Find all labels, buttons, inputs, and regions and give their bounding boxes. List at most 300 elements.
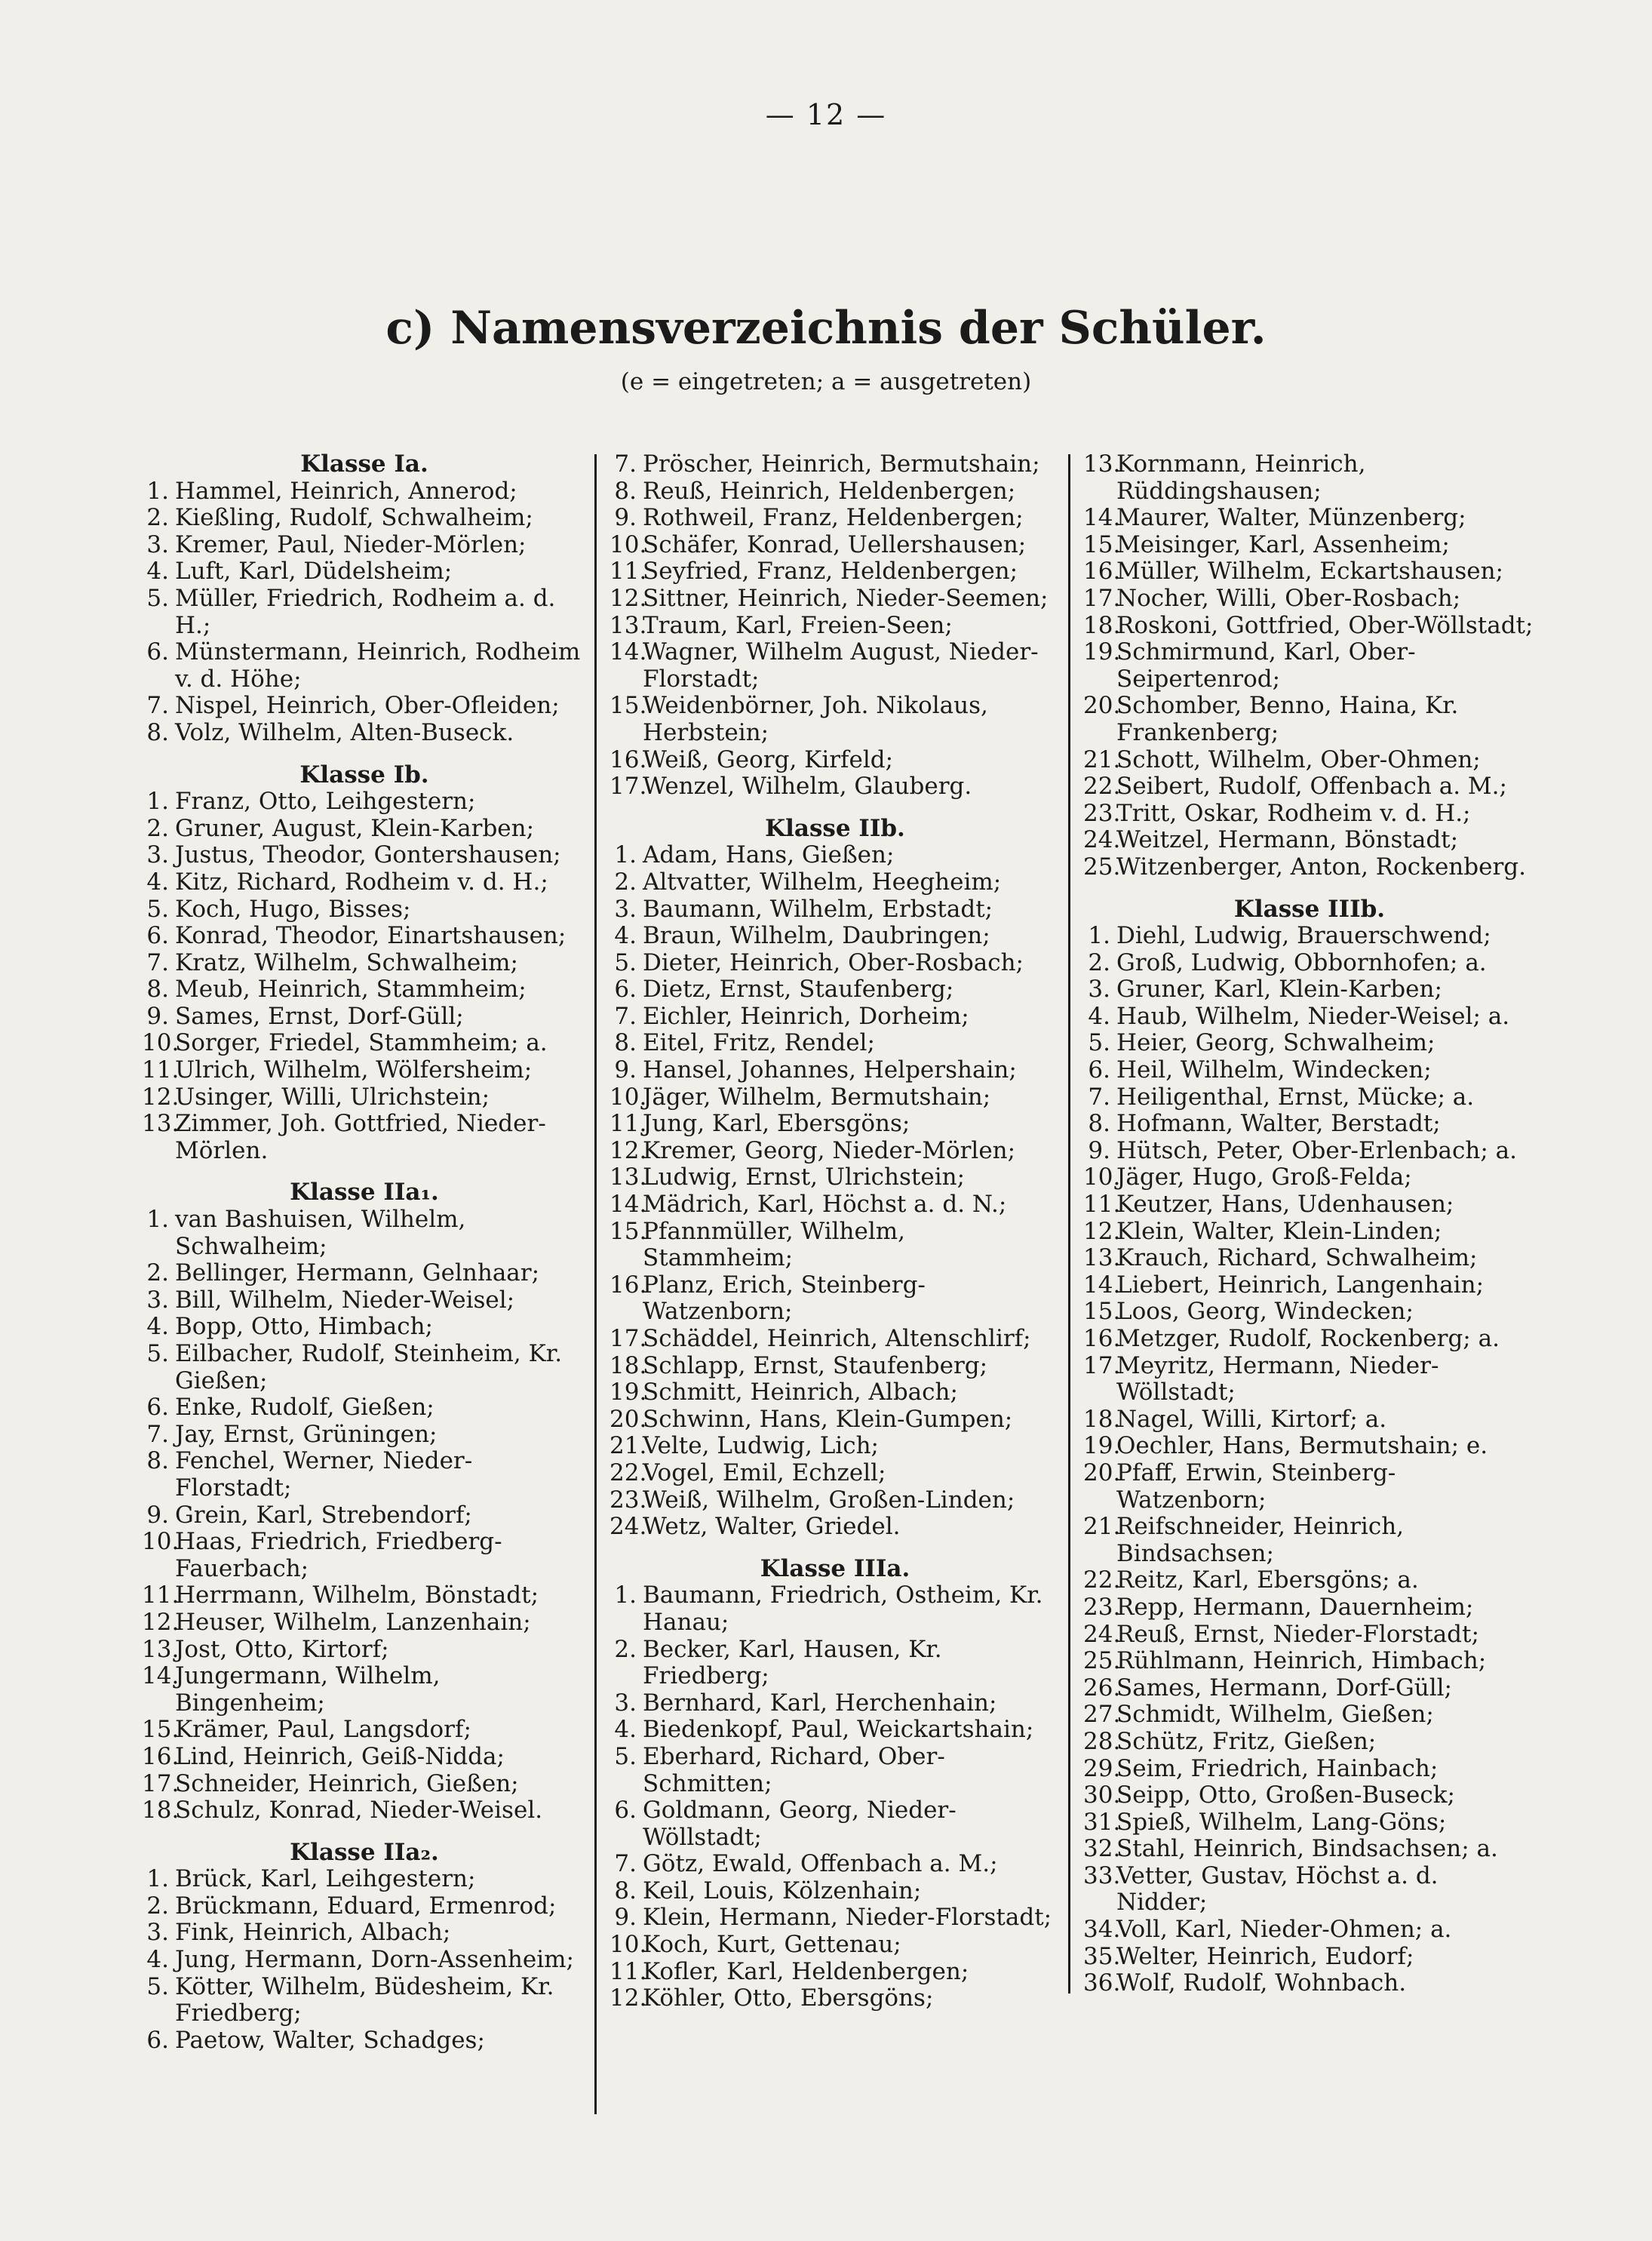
student-entry	[610, 1744, 1061, 1797]
student-entry	[142, 1582, 587, 1609]
entry-text: Heier, Georg, Schwalheim;	[1116, 1029, 1436, 1057]
entry-text: Kratz, Wilhelm, Schwalheim;	[175, 948, 518, 976]
entry-number: 14.	[1083, 1271, 1121, 1299]
student-entry	[142, 923, 587, 950]
student-entry	[1083, 1648, 1536, 1675]
student-entry	[610, 586, 1061, 613]
entry-text: Krauch, Richard, Schwalheim;	[1116, 1244, 1478, 1272]
student-entry	[1083, 950, 1536, 977]
entry-number: 3.	[146, 1919, 169, 1947]
student-entry	[1083, 1594, 1536, 1622]
entry-number: 5.	[614, 948, 637, 976]
entry-number: 14.	[610, 1191, 647, 1219]
entry-text: Bill, Wilhelm, Nieder-Weisel;	[175, 1286, 515, 1314]
entry-number: 15.	[1083, 1298, 1121, 1326]
student-entry	[1083, 1245, 1536, 1272]
entry-number: 9.	[614, 1056, 637, 1084]
entry-text: Adam, Hans, Gießen;	[643, 841, 895, 869]
entry-number: 7.	[614, 1850, 637, 1878]
entry-text: Jungermann, Wilhelm, Bingenheim;	[175, 1662, 441, 1717]
entry-number: 4.	[1088, 1002, 1110, 1030]
entry-number: 3.	[614, 895, 637, 923]
student-entry	[610, 1582, 1061, 1636]
entry-text: Schmirmund, Karl, Ober-Seipertenrod;	[1116, 638, 1416, 693]
entry-number: 8.	[614, 1877, 637, 1904]
entry-text: Reitz, Karl, Ebersgöns; a.	[1116, 1566, 1419, 1594]
entry-text: Bellinger, Hermann, Gelnhaar;	[175, 1259, 540, 1287]
student-entry	[1083, 1836, 1536, 1863]
entry-text: Wolf, Rudolf, Wohnbach.	[1116, 1969, 1407, 1997]
entry-number: 2.	[146, 814, 169, 842]
entry-number: 21.	[1083, 1513, 1121, 1541]
student-entry	[1083, 693, 1536, 746]
entry-text: Fenchel, Werner, Nieder-Florstadt;	[175, 1447, 473, 1502]
entry-text: Pfaff, Erwin, Steinberg-Watzenborn;	[1116, 1459, 1396, 1514]
entry-text: Diehl, Ludwig, Brauerschwend;	[1116, 922, 1491, 950]
student-entry	[1083, 773, 1536, 801]
entry-text: Eberhard, Richard, Ober-Schmitten;	[643, 1742, 945, 1797]
entry-number: 16.	[1083, 558, 1121, 586]
student-entry	[142, 976, 587, 1004]
column-divider	[594, 454, 597, 2114]
entry-text: Reifschneider, Heinrich, Bindsachsen;	[1116, 1513, 1405, 1567]
entry-number: 6.	[614, 1797, 637, 1824]
entry-number: 5.	[146, 895, 169, 923]
entry-number: 4.	[146, 558, 169, 586]
student-entry	[142, 2027, 587, 2055]
entry-number: 9.	[614, 504, 637, 532]
student-entry	[610, 1851, 1061, 1878]
entry-text: Gruner, August, Klein-Karben;	[175, 814, 535, 842]
entry-number: 6.	[614, 976, 637, 1004]
student-entry	[1083, 613, 1536, 640]
student-entry	[142, 1287, 587, 1314]
entry-text: Stahl, Heinrich, Bindsachsen; a.	[1116, 1835, 1498, 1863]
entry-text: Grein, Karl, Strebendorf;	[175, 1501, 472, 1529]
student-entry	[142, 1920, 587, 1947]
student-entry	[142, 842, 587, 869]
entry-number: 8.	[614, 477, 637, 505]
student-entry	[610, 1191, 1061, 1219]
entry-number: 33.	[1083, 1861, 1121, 1889]
entry-text: Nocher, Willi, Ober-Rosbach;	[1116, 584, 1461, 612]
entry-text: Reuß, Ernst, Nieder-Florstadt;	[1116, 1620, 1479, 1648]
entry-number: 18.	[142, 1797, 180, 1824]
entry-number: 23.	[1083, 1593, 1121, 1621]
student-entry	[1083, 1433, 1536, 1460]
entry-text: Sames, Hermann, Dorf-Güll;	[1116, 1674, 1452, 1702]
entry-number: 24.	[1083, 1620, 1121, 1648]
entry-number: 7.	[1088, 1083, 1110, 1111]
entry-number: 29.	[1083, 1754, 1121, 1782]
entry-text: Schneider, Heinrich, Gießen;	[175, 1769, 519, 1797]
student-entry	[142, 1422, 587, 1449]
student-entry	[610, 613, 1061, 640]
entry-number: 7.	[614, 1002, 637, 1030]
entry-number: 10.	[610, 1931, 647, 1959]
entry-number: 4.	[146, 1946, 169, 1974]
entry-text: Schmidt, Wilhelm, Gießen;	[1116, 1701, 1434, 1729]
student-entry	[610, 950, 1061, 977]
entry-number: 1.	[1088, 922, 1110, 950]
entry-number: 3.	[614, 1689, 637, 1717]
student-entry	[1083, 1756, 1536, 1783]
entry-number: 27.	[1083, 1701, 1121, 1729]
column-2	[610, 451, 1061, 2012]
student-entry	[610, 693, 1061, 746]
entry-text: Jay, Ernst, Grüningen;	[175, 1420, 438, 1448]
entry-number: 8.	[146, 976, 169, 1004]
student-entry	[142, 1260, 587, 1287]
entry-text: Kießling, Rudolf, Schwalheim;	[175, 504, 533, 532]
student-entry	[142, 1030, 587, 1057]
entry-number: 16.	[1083, 1325, 1121, 1352]
entry-number: 12.	[610, 1136, 647, 1164]
entry-number: 19.	[610, 1379, 647, 1406]
entry-text: Bopp, Otto, Himbach;	[175, 1313, 433, 1341]
entry-text: Oechler, Hans, Bermutshain; e.	[1116, 1432, 1488, 1460]
entry-text: Pröscher, Heinrich, Bermutshain;	[643, 450, 1040, 478]
entry-number: 13.	[1083, 1244, 1121, 1272]
entry-number: 3.	[1088, 976, 1110, 1004]
entry-number: 25.	[1083, 1647, 1121, 1675]
page-subtitle: (e = eingetreten; a = ausgetreten)	[620, 368, 1032, 395]
entry-number: 13.	[1083, 450, 1121, 478]
entry-number: 11.	[610, 558, 647, 586]
student-entry	[610, 1985, 1061, 2012]
entry-text: Wetz, Walter, Griedel.	[643, 1513, 901, 1541]
student-entry	[610, 451, 1061, 478]
student-entry	[1083, 976, 1536, 1004]
student-entry	[610, 1004, 1061, 1031]
student-entry	[1083, 1219, 1536, 1246]
entry-number: 23.	[1083, 799, 1121, 827]
entry-text: Groß, Ludwig, Obbornhofen; a.	[1116, 948, 1487, 976]
entry-number: 11.	[610, 1110, 647, 1138]
student-entry	[142, 505, 587, 532]
entry-number: 12.	[610, 1984, 647, 2012]
entry-text: Klein, Hermann, Nieder-Florstadt;	[643, 1904, 1052, 1932]
entry-text: Jost, Otto, Kirtorf;	[175, 1635, 389, 1663]
student-entry	[1083, 1460, 1536, 1514]
entry-text: Herrmann, Wilhelm, Bönstadt;	[175, 1582, 539, 1609]
student-entry	[1083, 1057, 1536, 1084]
entry-number: 8.	[146, 1447, 169, 1475]
student-entry	[1083, 923, 1536, 950]
entry-text: Köhler, Otto, Ebersgöns;	[643, 1984, 934, 2012]
student-entry	[1083, 747, 1536, 774]
student-entry	[1083, 1326, 1536, 1353]
entry-text: Velte, Ludwig, Lich;	[643, 1432, 879, 1460]
student-entry	[610, 842, 1061, 869]
student-entry	[1083, 1782, 1536, 1809]
student-entry	[142, 1314, 587, 1341]
student-entry	[1083, 451, 1536, 505]
class-heading: Klasse IIIa.	[760, 1554, 910, 1582]
student-entry	[610, 1272, 1061, 1326]
student-entry	[610, 1904, 1061, 1932]
entry-number: 21.	[610, 1432, 647, 1460]
student-entry	[1083, 505, 1536, 532]
entry-text: Götz, Ewald, Offenbach a. M.;	[643, 1850, 998, 1878]
student-entry	[610, 1487, 1061, 1514]
entry-number: 2.	[146, 1259, 169, 1287]
entry-text: Nispel, Heinrich, Ober-Ofleiden;	[175, 692, 560, 720]
student-entry	[610, 1433, 1061, 1460]
entry-number: 13.	[142, 1635, 180, 1663]
entry-text: Seibert, Rudolf, Offenbach a. M.;	[1116, 773, 1507, 801]
student-entry	[610, 1138, 1061, 1165]
student-entry	[610, 1111, 1061, 1138]
entry-text: Volz, Wilhelm, Alten-Buseck.	[175, 718, 514, 746]
entry-text: Mädrich, Karl, Höchst a. d. N.;	[643, 1191, 1007, 1219]
entry-text: Jäger, Hugo, Groß-Felda;	[1116, 1164, 1412, 1191]
class-heading: Klasse Ia.	[300, 450, 428, 478]
entry-number: 6.	[1088, 1056, 1110, 1084]
student-entry	[142, 639, 587, 693]
entry-text: Eilbacher, Rudolf, Steinheim, Kr. Gießen;	[175, 1340, 563, 1394]
entry-number: 11.	[1083, 1191, 1121, 1219]
entry-number: 5.	[1088, 1029, 1110, 1057]
entry-number: 22.	[610, 1459, 647, 1486]
student-entry	[142, 1717, 587, 1744]
student-entry	[1083, 1514, 1536, 1567]
entry-text: Seyfried, Franz, Heldenbergen;	[643, 558, 1018, 586]
entry-number: 22.	[1083, 1566, 1121, 1594]
entry-text: Repp, Hermann, Dauernheim;	[1116, 1593, 1474, 1621]
entry-number: 1.	[614, 1582, 637, 1609]
entry-text: Klein, Walter, Klein-Linden;	[1116, 1217, 1442, 1245]
student-entry	[610, 505, 1061, 532]
student-entry	[610, 478, 1061, 506]
entry-number: 17.	[610, 1325, 647, 1352]
entry-text: Schott, Wilhelm, Ober-Ohmen;	[1116, 745, 1481, 773]
entry-number: 13.	[610, 611, 647, 639]
entry-number: 19.	[1083, 638, 1121, 666]
entry-text: Schomber, Benno, Haina, Kr. Frankenberg;	[1116, 692, 1459, 746]
entry-number: 5.	[146, 1972, 169, 2000]
student-entry	[610, 869, 1061, 896]
entry-number: 13.	[610, 1164, 647, 1191]
entry-number: 3.	[146, 841, 169, 869]
student-entry	[142, 720, 587, 747]
entry-number: 9.	[1088, 1136, 1110, 1164]
entry-text: Schlapp, Ernst, Staufenberg;	[643, 1351, 988, 1379]
class-heading: Klasse Ib.	[299, 761, 429, 788]
entry-number: 1.	[146, 477, 169, 505]
entry-number: 1.	[146, 1865, 169, 1893]
student-entry	[142, 1663, 587, 1717]
student-entry	[610, 1164, 1061, 1191]
student-entry	[610, 1326, 1061, 1353]
entry-number: 19.	[1083, 1432, 1121, 1460]
entry-text: Münstermann, Heinrich, Rodheim v. d. Höhe;	[175, 638, 581, 693]
entry-text: Gruner, Karl, Klein-Karben;	[1116, 976, 1442, 1004]
entry-text: Sorger, Friedel, Stammheim; a.	[175, 1029, 548, 1057]
entry-text: Maurer, Walter, Münzenberg;	[1116, 504, 1466, 532]
student-entry	[610, 1878, 1061, 1905]
entry-text: Kremer, Georg, Nieder-Mörlen;	[643, 1136, 1016, 1164]
student-entry	[610, 1219, 1061, 1272]
entry-number: 12.	[142, 1083, 180, 1111]
entry-text: Dietz, Ernst, Staufenberg;	[643, 976, 954, 1004]
entry-text: Jung, Hermann, Dorn-Assenheim;	[175, 1946, 574, 1974]
student-entry	[1083, 1944, 1536, 1971]
entry-number: 2.	[614, 1635, 637, 1663]
entry-number: 8.	[1088, 1110, 1110, 1138]
student-entry	[142, 1448, 587, 1502]
entry-number: 18.	[1083, 611, 1121, 639]
student-entry	[142, 788, 587, 816]
student-entry	[610, 1030, 1061, 1057]
entry-text: Reuß, Heinrich, Heldenbergen;	[643, 477, 1016, 505]
student-entry	[1083, 532, 1536, 559]
entry-text: Voll, Karl, Nieder-Ohmen; a.	[1116, 1916, 1452, 1944]
student-entry	[1083, 1675, 1536, 1702]
student-entry	[610, 1460, 1061, 1487]
student-entry	[142, 1341, 587, 1394]
entry-number: 31.	[1083, 1808, 1121, 1836]
student-entry	[610, 1932, 1061, 1959]
student-entry	[142, 950, 587, 977]
student-entry	[142, 1744, 587, 1771]
entry-number: 2.	[1088, 948, 1110, 976]
entry-text: Luft, Karl, Düdelsheim;	[175, 558, 453, 586]
column-divider	[1068, 454, 1070, 1994]
entry-text: Fink, Heinrich, Albach;	[175, 1919, 451, 1947]
entry-number: 15.	[1083, 530, 1121, 558]
entry-text: Welter, Heinrich, Eudorf;	[1116, 1942, 1414, 1970]
entry-text: Sittner, Heinrich, Nieder-Seemen;	[643, 584, 1049, 612]
entry-number: 24.	[610, 1513, 647, 1541]
entry-text: Baumann, Friedrich, Ostheim, Kr. Hanau;	[643, 1582, 1043, 1636]
entry-number: 8.	[146, 718, 169, 746]
entry-number: 17.	[1083, 584, 1121, 612]
entry-number: 20.	[1083, 692, 1121, 720]
entry-text: Meisinger, Karl, Assenheim;	[1116, 530, 1450, 558]
entry-number: 7.	[146, 692, 169, 720]
entry-number: 4.	[614, 922, 637, 950]
entry-text: Liebert, Heinrich, Langenhain;	[1116, 1271, 1485, 1299]
student-entry	[142, 1207, 587, 1260]
entry-text: Hammel, Heinrich, Annerod;	[175, 477, 517, 505]
entry-number: 5.	[146, 1340, 169, 1367]
student-entry	[142, 1893, 587, 1920]
entry-text: Dieter, Heinrich, Ober-Rosbach;	[643, 948, 1024, 976]
entry-text: Koch, Hugo, Bisses;	[175, 895, 411, 923]
entry-text: Lind, Heinrich, Geiß-Nidda;	[175, 1742, 505, 1770]
entry-text: Roskoni, Gottfried, Ober-Wöllstadt;	[1116, 611, 1534, 639]
entry-text: Weiß, Wilhelm, Großen-Linden;	[643, 1486, 1015, 1514]
entry-text: Rühlmann, Heinrich, Himbach;	[1116, 1647, 1487, 1675]
entry-number: 6.	[146, 2026, 169, 2054]
entry-number: 10.	[142, 1029, 180, 1057]
entry-number: 3.	[146, 1286, 169, 1314]
entry-number: 9.	[146, 1002, 169, 1030]
entry-number: 12.	[1083, 1217, 1121, 1245]
entry-text: Tritt, Oskar, Rodheim v. d. H.;	[1116, 799, 1471, 827]
student-entry	[1083, 586, 1536, 613]
student-entry	[610, 1959, 1061, 1986]
entry-number: 11.	[142, 1056, 180, 1084]
student-entry	[1083, 1004, 1536, 1031]
entry-text: Meub, Heinrich, Stammheim;	[175, 976, 527, 1004]
student-entry	[610, 1690, 1061, 1717]
entry-number: 20.	[1083, 1459, 1121, 1486]
entry-text: Vetter, Gustav, Höchst a. d. Nidder;	[1116, 1861, 1439, 1917]
entry-text: Vogel, Emil, Echzell;	[643, 1459, 886, 1486]
student-entry	[142, 558, 587, 586]
entry-number: 4.	[614, 1716, 637, 1744]
student-entry	[142, 816, 587, 843]
student-entry	[1083, 1353, 1536, 1406]
student-entry	[610, 976, 1061, 1004]
entry-text: Heuser, Wilhelm, Lanzenhain;	[175, 1608, 531, 1636]
entry-number: 7.	[146, 1420, 169, 1448]
entry-number: 20.	[610, 1405, 647, 1433]
entry-number: 6.	[146, 1394, 169, 1422]
entry-number: 1.	[146, 788, 169, 816]
entry-number: 10.	[1083, 1164, 1121, 1191]
entry-number: 16.	[610, 1271, 647, 1299]
entry-text: Nagel, Willi, Kirtorf; a.	[1116, 1405, 1387, 1433]
entry-text: Müller, Friedrich, Rodheim a. d. H.;	[175, 584, 556, 639]
entry-text: Enke, Rudolf, Gießen;	[175, 1394, 434, 1422]
entry-text: Kornmann, Heinrich, Rüddingshausen;	[1116, 450, 1366, 505]
entry-number: 25.	[1083, 853, 1121, 881]
student-entry	[1083, 801, 1536, 828]
student-entry	[142, 1771, 587, 1798]
student-entry	[610, 773, 1061, 801]
entry-text: Justus, Theodor, Gontershausen;	[175, 841, 561, 869]
entry-text: Altvatter, Wilhelm, Heegheim;	[643, 868, 1002, 896]
student-entry	[142, 869, 587, 896]
entry-number: 2.	[146, 1892, 169, 1920]
entry-number: 2.	[146, 504, 169, 532]
entry-number: 34.	[1083, 1916, 1121, 1944]
student-entry	[142, 1637, 587, 1664]
student-entry	[610, 747, 1061, 774]
entry-text: Konrad, Theodor, Einartshausen;	[175, 922, 567, 950]
student-entry	[610, 923, 1061, 950]
entry-text: Heil, Wilhelm, Windecken;	[1116, 1056, 1432, 1084]
page-title: c) Namensverzeichnis der Schüler.	[385, 302, 1267, 355]
student-entry	[142, 1797, 587, 1824]
student-entry	[142, 478, 587, 506]
entry-number: 22.	[1083, 773, 1121, 801]
entry-text: Weidenbörner, Joh. Nikolaus, Herbstein;	[643, 692, 988, 746]
student-entry	[1083, 854, 1536, 881]
entry-text: Metzger, Rudolf, Rockenberg; a.	[1116, 1325, 1500, 1352]
entry-number: 16.	[610, 745, 647, 773]
student-entry	[610, 1084, 1061, 1111]
entry-number: 32.	[1083, 1835, 1121, 1863]
student-entry	[142, 1866, 587, 1893]
entry-text: Kremer, Paul, Nieder-Mörlen;	[175, 530, 527, 558]
entry-text: Becker, Karl, Hausen, Kr. Friedberg;	[643, 1635, 942, 1690]
entry-text: Traum, Karl, Freien-Seen;	[643, 611, 953, 639]
class-heading: Klasse IIa₂.	[290, 1838, 439, 1866]
student-entry	[142, 1394, 587, 1422]
entry-text: Eichler, Heinrich, Dorheim;	[643, 1002, 969, 1030]
entry-text: Pfannmüller, Wilhelm, Stammheim;	[643, 1217, 906, 1272]
entry-number: 17.	[610, 773, 647, 801]
entry-number: 28.	[1083, 1727, 1121, 1755]
entry-text: Brück, Karl, Leihgestern;	[175, 1865, 476, 1893]
column-3	[1083, 451, 1536, 1997]
entry-text: Hofmann, Walter, Berstadt;	[1116, 1110, 1441, 1138]
student-entry	[142, 1004, 587, 1031]
